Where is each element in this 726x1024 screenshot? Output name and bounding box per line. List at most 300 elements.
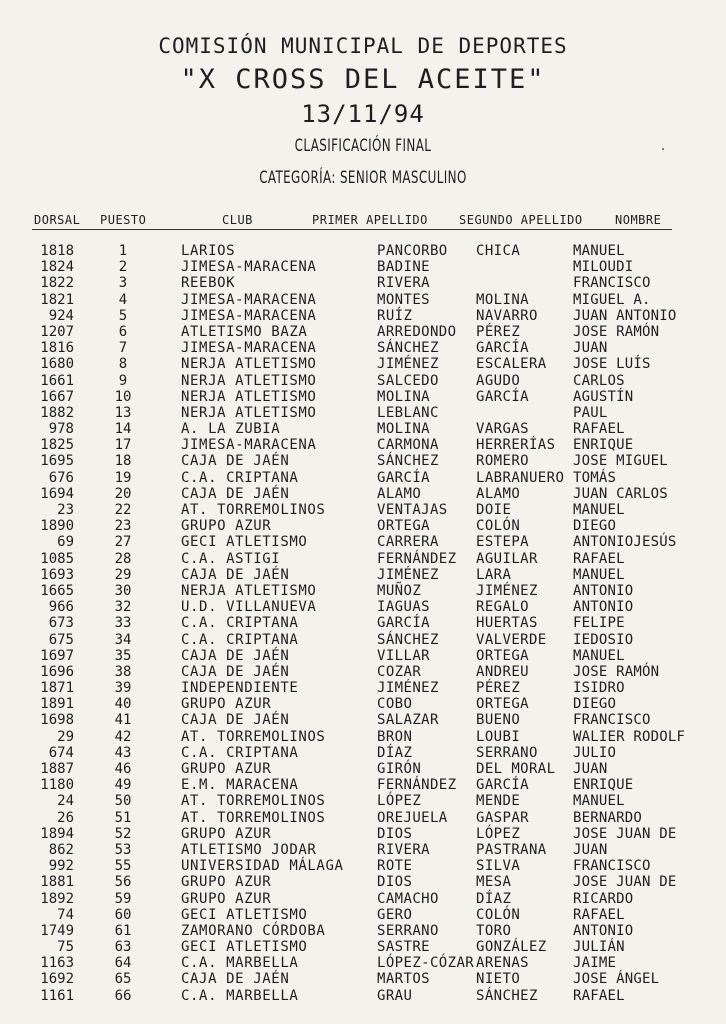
cell-segundo-apellido: CHICA [476,243,521,259]
cell-nombre: JOSE RAMÓN [573,663,660,680]
org-title: COMISIÓN MUNICIPAL DE DEPORTES [158,34,568,58]
cell-segundo-apellido: SILVA [476,858,521,875]
cell-nombre: AGUSTÍN [573,388,634,405]
cell-club: C.A. CRIPTANA [181,469,299,486]
table-row [0,842,726,858]
cell-primer-apellido: RIVERA [377,275,430,292]
cell-segundo-apellido: NAVARRO [476,307,538,324]
table-row [0,243,726,259]
cell-segundo-apellido: SÁNCHEZ [476,987,538,1004]
cell-puesto: 34 [114,631,132,648]
cell-primer-apellido: GERO [377,906,413,923]
cell-puesto: 14 [114,421,132,438]
cell-club: JIMESA-MARACENA [181,259,317,276]
cell-primer-apellido: GARCÍA [377,615,430,632]
cell-dorsal: 862 [48,841,74,858]
cell-nombre: ENRIQUE [573,437,634,454]
cell-club: AT. TORREMOLINOS [181,728,326,745]
cell-segundo-apellido: TORO [476,922,512,939]
table-row [0,534,726,550]
cell-puesto: 13 [114,404,132,421]
cell-club: AT. TORREMOLINOS [181,809,326,826]
cell-puesto: 39 [114,680,132,697]
cell-nombre: FRANCISCO [573,858,651,875]
cell-club: E.M. MARACENA [181,777,299,794]
cell-club: GRUPO AZUR [181,874,272,891]
col-puesto: PUESTO [100,213,147,227]
cell-primer-apellido: DIOS [377,874,413,891]
cell-club: CAJA DE JAÉN [181,566,290,583]
cell-dorsal: 69 [57,534,74,551]
cell-segundo-apellido: GARCÍA [476,340,529,357]
cell-segundo-apellido: COLÓN [476,906,521,923]
cell-dorsal: 24 [57,793,74,810]
cell-puesto: 56 [114,874,132,891]
cell-dorsal: 26 [57,809,74,826]
cell-primer-apellido: GARCÍA [377,469,430,486]
cell-dorsal: 1698 [40,712,74,729]
cell-primer-apellido: SÁNCHEZ [377,340,439,357]
cell-puesto: 53 [114,841,132,858]
cell-nombre: TOMÁS [573,469,617,486]
cell-puesto: 3 [118,275,128,292]
table-row [0,259,726,275]
cell-dorsal: 29 [57,728,74,745]
cell-club: AT. TORREMOLINOS [181,502,326,518]
cell-nombre: JOSE LUÍS [573,356,651,373]
cell-puesto: 60 [114,906,132,923]
cell-segundo-apellido: ORTEGA [476,696,529,713]
cell-dorsal: 675 [48,631,74,648]
cell-club: C.A. MARBELLA [181,987,299,1004]
cell-club: GECI ATLETISMO [181,906,308,923]
col-nombre: NOMBRE [615,213,662,227]
cell-club: GECI ATLETISMO [181,939,308,956]
cell-primer-apellido: DÍAZ [377,744,413,761]
table-row [0,712,726,728]
cell-primer-apellido: MOLINA [377,421,430,438]
results-table [0,243,726,1004]
table-row [0,389,726,405]
cell-dorsal: 74 [57,906,74,923]
cell-nombre: FRANCISCO [573,712,651,729]
table-row [0,664,726,680]
cell-club: NERJA ATLETISMO [181,404,317,421]
cell-dorsal: 23 [57,502,74,518]
cell-dorsal: 1085 [40,550,74,567]
cell-club: CAJA DE JAÉN [181,453,290,470]
cell-nombre: MANUEL [573,243,625,259]
cell-club: CAJA DE JAÉN [181,971,290,988]
cell-club: C.A. CRIPTANA [181,631,299,648]
col-club: CLUB [222,213,253,227]
cell-segundo-apellido: DEL MORAL [476,761,556,777]
cell-primer-apellido: ROTE [377,858,413,875]
cell-puesto: 5 [118,307,128,324]
cell-dorsal: 1693 [40,566,74,583]
cell-puesto: 41 [114,712,132,729]
table-row [0,421,726,437]
cell-dorsal: 1825 [40,437,74,454]
cell-primer-apellido: RUÍZ [377,307,413,324]
cell-nombre: JOSE JUAN DE [573,874,677,891]
cell-dorsal: 978 [48,421,74,438]
table-row [0,324,726,340]
cell-primer-apellido: MARTOS [377,971,430,988]
table-row [0,648,726,664]
cell-nombre: MIGUEL A. [573,291,651,308]
cell-primer-apellido: LEBLANC [377,404,439,421]
table-row [0,858,726,874]
cell-puesto: 61 [114,922,132,939]
cell-dorsal: 924 [48,307,74,324]
table-row [0,486,726,502]
cell-club: CAJA DE JAÉN [181,712,290,729]
cell-primer-apellido: SERRANO [377,922,439,939]
cell-dorsal: 1696 [40,663,74,680]
cell-puesto: 22 [114,502,132,518]
cell-dorsal: 1816 [40,340,74,357]
cell-puesto: 50 [114,793,132,810]
cell-puesto: 49 [114,777,132,794]
cell-nombre: DIEGO [573,518,617,535]
table-row [0,907,726,923]
cell-dorsal: 1180 [40,777,74,794]
cell-puesto: 9 [118,372,128,389]
cell-nombre: MANUEL [573,793,625,810]
cell-segundo-apellido: PASTRANA [476,841,547,858]
cell-puesto: 6 [118,323,128,340]
cell-dorsal: 992 [48,858,74,875]
cell-dorsal: 1749 [40,922,74,939]
cell-nombre: BERNARDO [573,809,643,826]
cell-nombre: DIEGO [573,696,617,713]
table-row [0,745,726,761]
cell-dorsal: 674 [48,744,74,761]
cell-primer-apellido: CARMONA [377,437,439,454]
cell-nombre: JOSE MIGUEL [573,453,668,470]
table-row [0,453,726,469]
table-row [0,405,726,421]
cell-primer-apellido: SALCEDO [377,372,439,389]
cell-club: LARIOS [181,243,236,259]
cell-nombre: FRANCISCO [573,275,651,292]
cell-segundo-apellido: DOIE [476,502,512,518]
cell-segundo-apellido: REGALO [476,599,529,616]
cell-primer-apellido: MONTES [377,291,430,308]
cell-dorsal: 1667 [40,388,74,405]
cell-segundo-apellido: COLÓN [476,518,521,535]
cell-primer-apellido: GIRÓN [377,761,422,777]
cell-club: GRUPO AZUR [181,761,272,777]
table-row [0,518,726,534]
cell-segundo-apellido: ALAMO [476,485,521,502]
cell-segundo-apellido: JIMÉNEZ [476,582,538,599]
cell-puesto: 35 [114,647,132,664]
cell-dorsal: 1680 [40,356,74,373]
cell-nombre: RAFAEL [573,987,625,1004]
cell-segundo-apellido: ORTEGA [476,647,529,664]
table-row [0,810,726,826]
cell-segundo-apellido: LÓPEZ [476,825,521,842]
cell-segundo-apellido: PÉREZ [476,323,521,340]
cell-puesto: 43 [114,744,132,761]
cell-dorsal: 1822 [40,275,74,292]
cell-primer-apellido: BRON [377,728,413,745]
cell-segundo-apellido: ESTEPA [476,534,529,551]
cell-dorsal: 1665 [40,582,74,599]
cell-nombre: WALIER RODOLF [573,728,686,745]
cell-primer-apellido: FERNÁNDEZ [377,550,457,567]
cell-segundo-apellido: DÍAZ [476,890,512,907]
table-row [0,632,726,648]
cell-dorsal: 1821 [40,291,74,308]
cell-segundo-apellido: AGUILAR [476,550,538,567]
cell-segundo-apellido: HUERTAS [476,615,538,632]
cell-primer-apellido: VENTAJAS [377,502,448,518]
cell-nombre: FELIPE [573,615,625,632]
cell-club: C.A. CRIPTANA [181,744,299,761]
cell-club: GRUPO AZUR [181,825,272,842]
cell-primer-apellido: ORTEGA [377,518,430,535]
cell-segundo-apellido: ESCALERA [476,356,547,373]
cell-club: GRUPO AZUR [181,696,272,713]
table-row [0,275,726,291]
table-row [0,551,726,567]
cell-puesto: 23 [114,518,132,535]
table-row [0,567,726,583]
cell-club: GRUPO AZUR [181,518,272,535]
cell-club: GRUPO AZUR [181,890,272,907]
cell-nombre: RICARDO [573,890,634,907]
cell-nombre: RAFAEL [573,421,625,438]
cell-dorsal: 1881 [40,874,74,891]
cell-nombre: JUAN [573,340,608,357]
cell-dorsal: 1207 [40,323,74,340]
cell-nombre: JOSE RAMÓN [573,323,660,340]
cell-puesto: 59 [114,890,132,907]
cell-dorsal: 1871 [40,680,74,697]
table-row [0,437,726,453]
cell-club: INDEPENDIENTE [181,680,299,697]
cell-club: AT. TORREMOLINOS [181,793,326,810]
cell-primer-apellido: RIVERA [377,841,430,858]
cell-puesto: 4 [118,291,128,308]
cell-club: CAJA DE JAÉN [181,663,290,680]
table-row [0,615,726,631]
cell-club: NERJA ATLETISMO [181,372,317,389]
cell-nombre: JUAN [573,841,608,858]
cell-dorsal: 1818 [40,243,74,259]
cell-nombre: JOSE JUAN DE [573,825,677,842]
cell-nombre: ANTONIOJESÚS [573,534,677,551]
cell-dorsal: 676 [48,469,74,486]
cell-dorsal: 1163 [40,955,74,972]
cell-club: NERJA ATLETISMO [181,388,317,405]
cell-segundo-apellido: GASPAR [476,809,529,826]
cell-club: NERJA ATLETISMO [181,582,317,599]
cell-primer-apellido: ARREDONDO [377,323,457,340]
cell-segundo-apellido: MOLINA [476,291,529,308]
cell-puesto: 2 [118,259,128,276]
table-row [0,583,726,599]
cell-segundo-apellido: NIETO [476,971,521,988]
cell-nombre: RAFAEL [573,550,625,567]
cell-dorsal: 673 [48,615,74,632]
cell-segundo-apellido: BUENO [476,712,521,729]
cell-nombre: JOSE ÁNGEL [573,971,660,988]
cell-puesto: 28 [114,550,132,567]
cell-nombre: IEDOSIO [573,631,634,648]
cell-nombre: JULIO [573,744,617,761]
cell-segundo-apellido: GARCÍA [476,777,529,794]
table-row [0,761,726,777]
cell-nombre: ANTONIO [573,582,634,599]
cell-segundo-apellido: ANDREU [476,663,529,680]
cell-dorsal: 1824 [40,259,74,276]
table-row [0,696,726,712]
cell-puesto: 55 [114,858,132,875]
cell-puesto: 51 [114,809,132,826]
cell-club: UNIVERSIDAD MÁLAGA [181,858,344,875]
cell-club: REEBOK [181,275,236,292]
cell-segundo-apellido: VALVERDE [476,631,547,648]
cell-primer-apellido: VILLAR [377,647,430,664]
cell-primer-apellido: SALAZAR [377,712,439,729]
cell-primer-apellido: CARRERA [377,534,439,551]
cell-primer-apellido: MUÑOZ [377,582,422,599]
cell-puesto: 30 [114,582,132,599]
cell-segundo-apellido: LABRANUERO [476,469,565,486]
cell-puesto: 33 [114,615,132,632]
table-row [0,373,726,389]
table-row [0,599,726,615]
cell-nombre: JUAN ANTONIO [573,307,677,324]
cell-primer-apellido: ALAMO [377,485,422,502]
cell-segundo-apellido: AGUDO [476,372,521,389]
cell-puesto: 8 [118,356,128,373]
cell-nombre: ANTONIO [573,922,634,939]
cell-dorsal: 1882 [40,404,74,421]
cell-puesto: 1 [118,243,128,259]
cell-puesto: 10 [114,388,132,405]
cell-primer-apellido: COBO [377,696,413,713]
cell-segundo-apellido: GONZÁLEZ [476,939,547,956]
table-row [0,729,726,745]
cell-segundo-apellido: LARA [476,566,512,583]
cell-segundo-apellido: GARCÍA [476,388,529,405]
cell-nombre: JUAN [573,761,608,777]
cell-segundo-apellido: PÉREZ [476,680,521,697]
cell-nombre: ENRIQUE [573,777,634,794]
cell-nombre: JUAN CARLOS [573,485,668,502]
cell-puesto: 20 [114,485,132,502]
cell-puesto: 64 [114,955,132,972]
cell-primer-apellido: IAGUAS [377,599,430,616]
cell-dorsal: 1890 [40,518,74,535]
cell-segundo-apellido: VARGAS [476,421,529,438]
cell-club: C.A. CRIPTANA [181,615,299,632]
cell-segundo-apellido: ROMERO [476,453,529,470]
cell-puesto: 66 [114,987,132,1004]
cell-primer-apellido: JIMÉNEZ [377,566,439,583]
cell-puesto: 65 [114,971,132,988]
cell-primer-apellido: LÓPEZ-CÓZAR [377,955,475,972]
cell-primer-apellido: COZAR [377,663,422,680]
table-row [0,502,726,518]
table-row [0,777,726,793]
cell-club: JIMESA-MARACENA [181,437,317,454]
cell-segundo-apellido: MESA [476,874,512,891]
cell-dorsal: 1694 [40,485,74,502]
cell-dorsal: 1891 [40,696,74,713]
cell-primer-apellido: MOLINA [377,388,430,405]
table-row [0,971,726,987]
cell-nombre: MANUEL [573,647,625,664]
cell-dorsal: 966 [48,599,74,616]
cell-puesto: 46 [114,761,132,777]
cell-segundo-apellido: SERRANO [476,744,538,761]
cell-dorsal: 1894 [40,825,74,842]
cell-segundo-apellido: HERRERÍAS [476,437,556,454]
event-date: 13/11/94 [301,100,425,128]
cell-club: A. LA ZUBIA [181,421,281,438]
cell-puesto: 32 [114,599,132,616]
cell-puesto: 29 [114,566,132,583]
cell-club: JIMESA-MARACENA [181,291,317,308]
classification-title: CLASIFICACIÓN FINAL [294,136,432,156]
cell-club: NERJA ATLETISMO [181,356,317,373]
paper-speck [662,148,664,150]
cell-segundo-apellido: MENDE [476,793,521,810]
table-row [0,891,726,907]
cell-segundo-apellido: LOUBI [476,728,521,745]
cell-club: U.D. VILLANUEVA [181,599,317,616]
cell-nombre: ISIDRO [573,680,625,697]
cell-segundo-apellido: ARENAS [476,955,529,972]
cell-primer-apellido: PANCORBO [377,243,448,259]
cell-club: ATLETISMO BAZA [181,323,308,340]
table-row [0,680,726,696]
cell-nombre: MANUEL [573,502,625,518]
col-segundo-apellido: SEGUNDO APELLIDO [459,213,583,227]
table-row [0,874,726,890]
cell-dorsal: 1692 [40,971,74,988]
cell-puesto: 40 [114,696,132,713]
table-row [0,939,726,955]
cell-primer-apellido: SÁNCHEZ [377,631,439,648]
cell-primer-apellido: CAMACHO [377,890,439,907]
cell-puesto: 63 [114,939,132,956]
cell-primer-apellido: BADINE [377,259,430,276]
cell-dorsal: 75 [57,939,74,956]
table-row [0,988,726,1004]
cell-puesto: 19 [114,469,132,486]
cell-nombre: MILOUDI [573,259,634,276]
cell-primer-apellido: FERNÁNDEZ [377,777,457,794]
table-row [0,793,726,809]
col-dorsal: DORSAL [34,213,81,227]
cell-club: JIMESA-MARACENA [181,340,317,357]
table-header [32,211,672,230]
category-title: CATEGORÍA: SENIOR MASCULINO [259,168,467,188]
cell-primer-apellido: DIOS [377,825,413,842]
cell-primer-apellido: OREJUELA [377,809,448,826]
cell-dorsal: 1697 [40,647,74,664]
cell-dorsal: 1695 [40,453,74,470]
cell-nombre: JAIME [573,955,617,972]
table-row [0,292,726,308]
